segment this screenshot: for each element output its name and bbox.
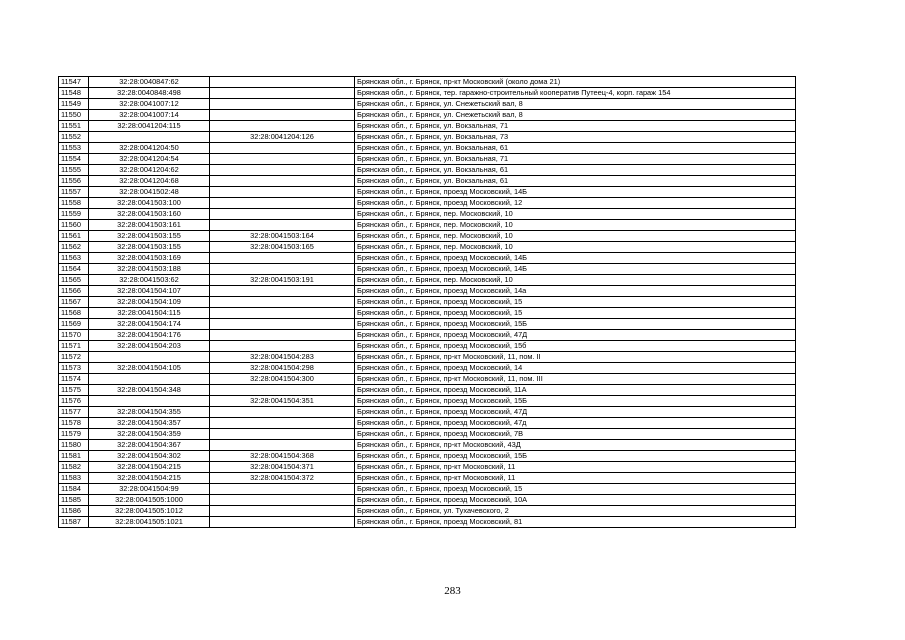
- address-cell: Брянская обл., г. Брянск, проезд Московский, 47Д: [355, 407, 796, 418]
- cadastral-number-cell: 32:28:0041502:48: [89, 187, 210, 198]
- cadastral-number-cell: 32:28:0041503:100: [89, 198, 210, 209]
- parent-cadastral-number-cell: 32:28:0041504:371: [210, 462, 355, 473]
- parent-cadastral-number-cell: 32:28:0041204:126: [210, 132, 355, 143]
- cadastral-number-cell: 32:28:0041505:1000: [89, 495, 210, 506]
- address-cell: Брянская обл., г. Брянск, проезд Московский, 15б: [355, 341, 796, 352]
- cadastral-number-cell: 32:28:0041503:188: [89, 264, 210, 275]
- cadastral-number-cell: 32:28:0041504:99: [89, 484, 210, 495]
- cadastral-registry-table: [58, 76, 796, 528]
- table-row: [59, 451, 796, 462]
- parent-cadastral-number-cell: [210, 253, 355, 264]
- row-number-cell: 11566: [59, 286, 89, 297]
- table-row: [59, 275, 796, 286]
- address-cell: Брянская обл., г. Брянск, проезд Московский, 14Б: [355, 264, 796, 275]
- cadastral-number-cell: 32:28:0041504:176: [89, 330, 210, 341]
- address-cell: Брянская обл., г. Брянск, проезд Московский, 15: [355, 297, 796, 308]
- table-row: [59, 517, 796, 528]
- parent-cadastral-number-cell: [210, 330, 355, 341]
- address-cell: Брянская обл., г. Брянск, проезд Московский, 10А: [355, 495, 796, 506]
- cadastral-number-cell: 32:28:0041503:155: [89, 231, 210, 242]
- parent-cadastral-number-cell: 32:28:0041504:298: [210, 363, 355, 374]
- registry-table-body: [59, 77, 796, 528]
- row-number-cell: 11565: [59, 275, 89, 286]
- table-row: [59, 165, 796, 176]
- address-cell: Брянская обл., г. Брянск, проезд Московский, 14Б: [355, 187, 796, 198]
- cadastral-number-cell: 32:28:0041504:357: [89, 418, 210, 429]
- cadastral-number-cell: 32:28:0041504:107: [89, 286, 210, 297]
- parent-cadastral-number-cell: 32:28:0041503:164: [210, 231, 355, 242]
- row-number-cell: 11561: [59, 231, 89, 242]
- parent-cadastral-number-cell: 32:28:0041504:368: [210, 451, 355, 462]
- address-cell: Брянская обл., г. Брянск, пер. Московский, 10: [355, 275, 796, 286]
- address-cell: Брянская обл., г. Брянск, пер. Московский, 10: [355, 231, 796, 242]
- parent-cadastral-number-cell: 32:28:0041504:300: [210, 374, 355, 385]
- address-cell: Брянская обл., г. Брянск, ул. Вокзальная, 71: [355, 121, 796, 132]
- row-number-cell: 11560: [59, 220, 89, 231]
- row-number-cell: 11564: [59, 264, 89, 275]
- parent-cadastral-number-cell: [210, 209, 355, 220]
- table-row: [59, 154, 796, 165]
- row-number-cell: 11550: [59, 110, 89, 121]
- address-cell: Брянская обл., г. Брянск, пр-кт Московский, 11, пом. II: [355, 352, 796, 363]
- address-cell: Брянская обл., г. Брянск, проезд Московский, 7В: [355, 429, 796, 440]
- address-cell: Брянская обл., г. Брянск, проезд Московский, 14: [355, 363, 796, 374]
- address-cell: Брянская обл., г. Брянск, ул. Тухачевского, 2: [355, 506, 796, 517]
- row-number-cell: 11584: [59, 484, 89, 495]
- row-number-cell: 11583: [59, 473, 89, 484]
- table-row: [59, 352, 796, 363]
- table-row: [59, 484, 796, 495]
- row-number-cell: 11563: [59, 253, 89, 264]
- row-number-cell: 11557: [59, 187, 89, 198]
- table-row: [59, 330, 796, 341]
- parent-cadastral-number-cell: [210, 506, 355, 517]
- page-number: 283: [444, 585, 461, 597]
- cadastral-number-cell: 32:28:0041504:215: [89, 473, 210, 484]
- address-cell: Брянская обл., г. Брянск, ул. Вокзальная, 61: [355, 176, 796, 187]
- parent-cadastral-number-cell: [210, 495, 355, 506]
- row-number-cell: 11569: [59, 319, 89, 330]
- table-row: [59, 121, 796, 132]
- row-number-cell: 11578: [59, 418, 89, 429]
- address-cell: Брянская обл., г. Брянск, ул. Снежетьский вал, 8: [355, 99, 796, 110]
- table-row: [59, 418, 796, 429]
- parent-cadastral-number-cell: [210, 176, 355, 187]
- row-number-cell: 11552: [59, 132, 89, 143]
- cadastral-number-cell: 32:28:0041504:302: [89, 451, 210, 462]
- parent-cadastral-number-cell: 32:28:0041504:283: [210, 352, 355, 363]
- table-row: [59, 363, 796, 374]
- table-row: [59, 319, 796, 330]
- parent-cadastral-number-cell: [210, 308, 355, 319]
- table-row: [59, 341, 796, 352]
- cadastral-number-cell: [89, 374, 210, 385]
- row-number-cell: 11553: [59, 143, 89, 154]
- cadastral-number-cell: 32:28:0041504:203: [89, 341, 210, 352]
- parent-cadastral-number-cell: [210, 440, 355, 451]
- table-row: [59, 495, 796, 506]
- address-cell: Брянская обл., г. Брянск, проезд Московский, 47Д: [355, 330, 796, 341]
- address-cell: Брянская обл., г. Брянск, проезд Московский, 81: [355, 517, 796, 528]
- table-row: [59, 132, 796, 143]
- table-row: [59, 429, 796, 440]
- table-row: [59, 77, 796, 88]
- table-row: [59, 440, 796, 451]
- parent-cadastral-number-cell: [210, 154, 355, 165]
- row-number-cell: 11554: [59, 154, 89, 165]
- address-cell: Брянская обл., г. Брянск, ул. Вокзальная, 61: [355, 165, 796, 176]
- row-number-cell: 11574: [59, 374, 89, 385]
- parent-cadastral-number-cell: [210, 484, 355, 495]
- address-cell: Брянская обл., г. Брянск, пр-кт Московский (около дома 21): [355, 77, 796, 88]
- cadastral-number-cell: 32:28:0041504:348: [89, 385, 210, 396]
- cadastral-number-cell: 32:28:0041204:54: [89, 154, 210, 165]
- row-number-cell: 11551: [59, 121, 89, 132]
- table-row: [59, 187, 796, 198]
- parent-cadastral-number-cell: [210, 407, 355, 418]
- table-row: [59, 242, 796, 253]
- address-cell: Брянская обл., г. Брянск, проезд Московский, 15Б: [355, 451, 796, 462]
- row-number-cell: 11576: [59, 396, 89, 407]
- cadastral-number-cell: 32:28:0041504:215: [89, 462, 210, 473]
- cadastral-number-cell: 32:28:0040847:62: [89, 77, 210, 88]
- parent-cadastral-number-cell: [210, 165, 355, 176]
- parent-cadastral-number-cell: [210, 220, 355, 231]
- row-number-cell: 11559: [59, 209, 89, 220]
- cadastral-number-cell: 32:28:0041503:62: [89, 275, 210, 286]
- row-number-cell: 11585: [59, 495, 89, 506]
- address-cell: Брянская обл., г. Брянск, пр-кт Московский, 11: [355, 462, 796, 473]
- address-cell: Брянская обл., г. Брянск, проезд Московский, 14а: [355, 286, 796, 297]
- parent-cadastral-number-cell: [210, 99, 355, 110]
- row-number-cell: 11555: [59, 165, 89, 176]
- table-row: [59, 143, 796, 154]
- parent-cadastral-number-cell: [210, 77, 355, 88]
- address-cell: Брянская обл., г. Брянск, проезд Московский, 11А: [355, 385, 796, 396]
- row-number-cell: 11580: [59, 440, 89, 451]
- row-number-cell: 11571: [59, 341, 89, 352]
- row-number-cell: 11558: [59, 198, 89, 209]
- parent-cadastral-number-cell: [210, 385, 355, 396]
- parent-cadastral-number-cell: 32:28:0041503:165: [210, 242, 355, 253]
- row-number-cell: 11572: [59, 352, 89, 363]
- row-number-cell: 11567: [59, 297, 89, 308]
- row-number-cell: 11548: [59, 88, 89, 99]
- table-row: [59, 176, 796, 187]
- row-number-cell: 11582: [59, 462, 89, 473]
- cadastral-number-cell: 32:28:0041007:14: [89, 110, 210, 121]
- table-row: [59, 198, 796, 209]
- address-cell: Брянская обл., г. Брянск, ул. Снежетьский вал, 8: [355, 110, 796, 121]
- cadastral-number-cell: 32:28:0041503:161: [89, 220, 210, 231]
- address-cell: Брянская обл., г. Брянск, ул. Вокзальная, 61: [355, 143, 796, 154]
- address-cell: Брянская обл., г. Брянск, проезд Московский, 15: [355, 308, 796, 319]
- cadastral-number-cell: 32:28:0041504:105: [89, 363, 210, 374]
- cadastral-number-cell: [89, 352, 210, 363]
- row-number-cell: 11549: [59, 99, 89, 110]
- table-row: [59, 396, 796, 407]
- row-number-cell: 11579: [59, 429, 89, 440]
- parent-cadastral-number-cell: [210, 198, 355, 209]
- parent-cadastral-number-cell: [210, 121, 355, 132]
- cadastral-number-cell: 32:28:0041503:155: [89, 242, 210, 253]
- parent-cadastral-number-cell: [210, 517, 355, 528]
- table-row: [59, 297, 796, 308]
- cadastral-number-cell: [89, 132, 210, 143]
- address-cell: Брянская обл., г. Брянск, пер. Московский, 10: [355, 220, 796, 231]
- parent-cadastral-number-cell: [210, 429, 355, 440]
- cadastral-number-cell: 32:28:0041505:1012: [89, 506, 210, 517]
- row-number-cell: 11586: [59, 506, 89, 517]
- row-number-cell: 11573: [59, 363, 89, 374]
- table-row: [59, 473, 796, 484]
- address-cell: Брянская обл., г. Брянск, пер. Московский, 10: [355, 209, 796, 220]
- row-number-cell: 11577: [59, 407, 89, 418]
- cadastral-number-cell: 32:28:0041503:160: [89, 209, 210, 220]
- row-number-cell: 11575: [59, 385, 89, 396]
- address-cell: Брянская обл., г. Брянск, тер. гаражно-строительный кооператив Путеец-4, корп. гараж 154: [355, 88, 796, 99]
- table-row: [59, 385, 796, 396]
- table-row: [59, 506, 796, 517]
- cadastral-number-cell: 32:28:0041503:169: [89, 253, 210, 264]
- parent-cadastral-number-cell: [210, 143, 355, 154]
- table-row: [59, 407, 796, 418]
- table-row: [59, 374, 796, 385]
- address-cell: Брянская обл., г. Брянск, проезд Московский, 14Б: [355, 253, 796, 264]
- parent-cadastral-number-cell: [210, 286, 355, 297]
- cadastral-number-cell: [89, 396, 210, 407]
- cadastral-number-cell: 32:28:0041504:115: [89, 308, 210, 319]
- parent-cadastral-number-cell: [210, 110, 355, 121]
- cadastral-number-cell: 32:28:0041204:62: [89, 165, 210, 176]
- cadastral-number-cell: 32:28:0041204:50: [89, 143, 210, 154]
- parent-cadastral-number-cell: 32:28:0041504:351: [210, 396, 355, 407]
- row-number-cell: 11562: [59, 242, 89, 253]
- table-row: [59, 308, 796, 319]
- cadastral-number-cell: 32:28:0041504:367: [89, 440, 210, 451]
- address-cell: Брянская обл., г. Брянск, проезд Московский, 15Б: [355, 319, 796, 330]
- table-row: [59, 286, 796, 297]
- table-row: [59, 99, 796, 110]
- table-row: [59, 110, 796, 121]
- parent-cadastral-number-cell: [210, 319, 355, 330]
- table-row: [59, 264, 796, 275]
- table-row: [59, 231, 796, 242]
- address-cell: Брянская обл., г. Брянск, проезд Московский, 47д: [355, 418, 796, 429]
- parent-cadastral-number-cell: [210, 88, 355, 99]
- row-number-cell: 11547: [59, 77, 89, 88]
- row-number-cell: 11570: [59, 330, 89, 341]
- parent-cadastral-number-cell: [210, 341, 355, 352]
- address-cell: Брянская обл., г. Брянск, ул. Вокзальная, 71: [355, 154, 796, 165]
- cadastral-number-cell: 32:28:0041504:174: [89, 319, 210, 330]
- table-row: [59, 253, 796, 264]
- cadastral-number-cell: 32:28:0041505:1021: [89, 517, 210, 528]
- row-number-cell: 11587: [59, 517, 89, 528]
- parent-cadastral-number-cell: [210, 264, 355, 275]
- parent-cadastral-number-cell: [210, 187, 355, 198]
- address-cell: Брянская обл., г. Брянск, пр-кт Московский, 11, пом. III: [355, 374, 796, 385]
- cadastral-number-cell: 32:28:0041204:68: [89, 176, 210, 187]
- parent-cadastral-number-cell: [210, 418, 355, 429]
- address-cell: Брянская обл., г. Брянск, пер. Московский, 10: [355, 242, 796, 253]
- table-row: [59, 209, 796, 220]
- table-row: [59, 220, 796, 231]
- parent-cadastral-number-cell: [210, 297, 355, 308]
- address-cell: Брянская обл., г. Брянск, пр-кт Московский, 43Д: [355, 440, 796, 451]
- address-cell: Брянская обл., г. Брянск, проезд Московский, 15: [355, 484, 796, 495]
- cadastral-number-cell: 32:28:0041504:359: [89, 429, 210, 440]
- row-number-cell: 11581: [59, 451, 89, 462]
- cadastral-number-cell: 32:28:0040848:498: [89, 88, 210, 99]
- row-number-cell: 11568: [59, 308, 89, 319]
- cadastral-number-cell: 32:28:0041504:109: [89, 297, 210, 308]
- address-cell: Брянская обл., г. Брянск, ул. Вокзальная, 73: [355, 132, 796, 143]
- table-row: [59, 462, 796, 473]
- address-cell: Брянская обл., г. Брянск, проезд Московский, 15Б: [355, 396, 796, 407]
- parent-cadastral-number-cell: 32:28:0041504:372: [210, 473, 355, 484]
- cadastral-number-cell: 32:28:0041504:355: [89, 407, 210, 418]
- address-cell: Брянская обл., г. Брянск, проезд Московский, 12: [355, 198, 796, 209]
- row-number-cell: 11556: [59, 176, 89, 187]
- address-cell: Брянская обл., г. Брянск, пр-кт Московский, 11: [355, 473, 796, 484]
- cadastral-number-cell: 32:28:0041007:12: [89, 99, 210, 110]
- table-row: [59, 88, 796, 99]
- cadastral-number-cell: 32:28:0041204:115: [89, 121, 210, 132]
- parent-cadastral-number-cell: 32:28:0041503:191: [210, 275, 355, 286]
